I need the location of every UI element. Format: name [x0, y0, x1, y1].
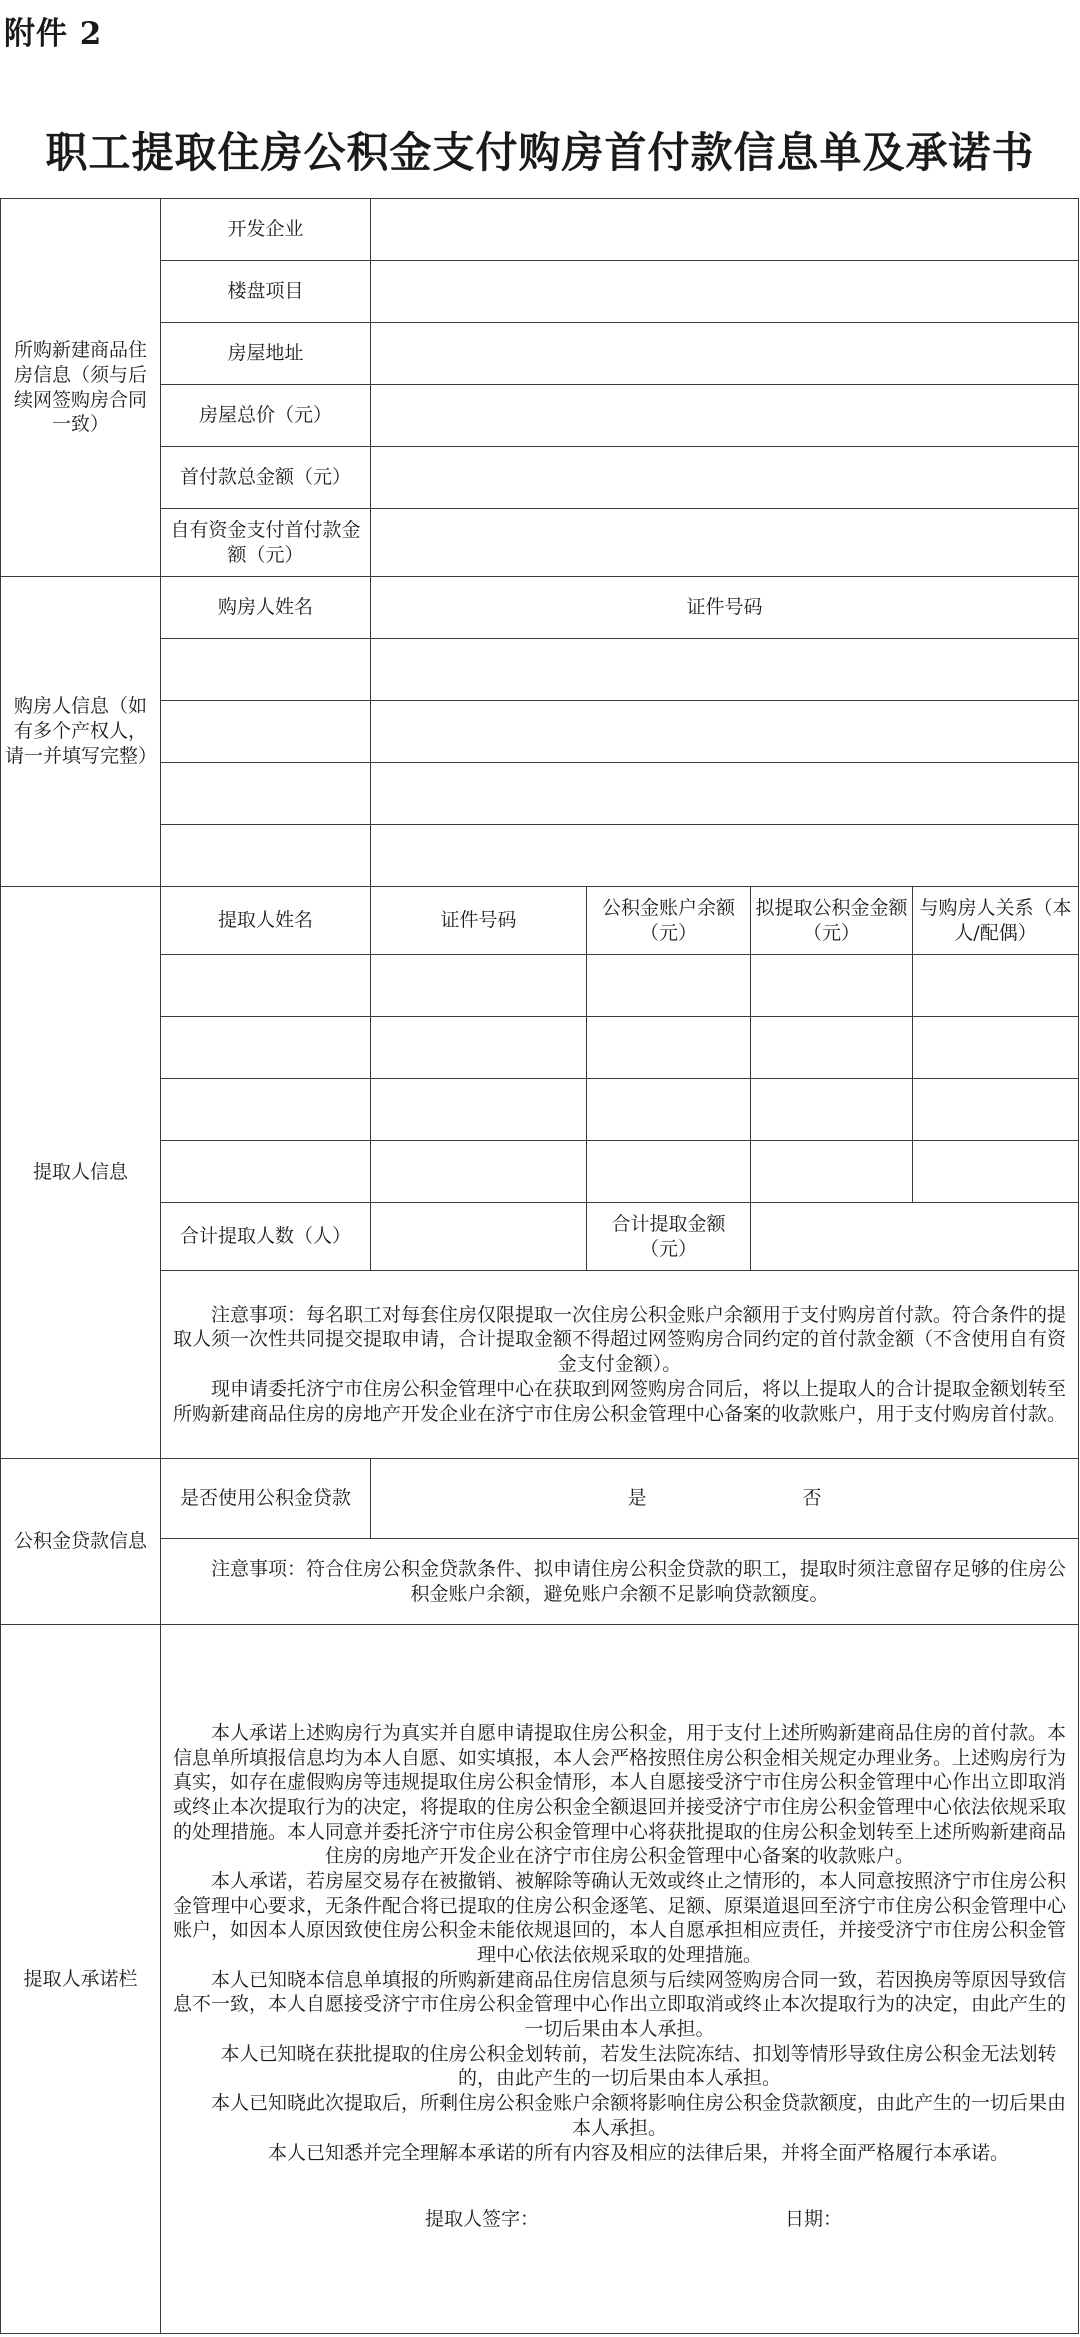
field-value-total-price[interactable] [371, 385, 1079, 447]
field-label-total-price: 房屋总价（元） [161, 385, 371, 447]
extractor-header-row [1, 887, 1079, 955]
pledge-body [161, 1625, 1079, 2334]
extractor-notice-p1: 注意事项：每名职工对每套住房仅限提取一次住房公积金账户余额用于支付购房首付款。符合条件的提取人须一次性共同提交提取申请，合计提取金额不得超过网签购房合同约定的首付款金额（不含使用自有资金支付金额）。 [172, 1303, 1066, 1376]
extractor-id-cell[interactable] [371, 1017, 587, 1079]
extractor-balance-cell[interactable] [587, 1141, 751, 1203]
date-label[interactable]: 日期： [785, 2208, 843, 2231]
total-count-label: 合计提取人数（人） [161, 1203, 371, 1271]
pledge-paragraph: 本人已知悉并完全理解本承诺的所有内容及相应的法律后果，并将全面严格履行本承诺。 [267, 2141, 1009, 2164]
extractor-notice [161, 1271, 1079, 1459]
extractor-col-name: 提取人姓名 [161, 887, 371, 955]
house-row-developer [1, 199, 1079, 261]
extractor-id-cell[interactable] [371, 1141, 587, 1203]
loan-notice [161, 1539, 1079, 1625]
buyer-section-label: 购房人信息（如有多个产权人，请一并填写完整） [1, 577, 161, 887]
extractor-row [1, 955, 1079, 1017]
house-row-own-funds [1, 509, 1079, 577]
house-row-address [1, 323, 1079, 385]
loan-option-no[interactable]: 否 [802, 1487, 822, 1510]
loan-use-options [371, 1459, 1079, 1539]
buyer-col-id: 证件号码 [371, 577, 1079, 639]
field-label-address: 房屋地址 [161, 323, 371, 385]
total-count-value[interactable] [371, 1203, 587, 1271]
pledge-paragraph: 本人已知晓本信息单填报的所购新建商品住房信息须与后续网签购房合同一致，若因换房等原因导致信息不一致，本人自愿接受济宁市住房公积金管理中心作出立即取消或终止本次提取行为的决定，由此产生的一切后果由本人承担。 [172, 1968, 1066, 2041]
extractor-relation-cell[interactable] [913, 1017, 1079, 1079]
buyer-name-cell[interactable] [161, 639, 371, 701]
loan-use-label: 是否使用公积金贷款 [161, 1459, 371, 1539]
extractor-balance-cell[interactable] [587, 1017, 751, 1079]
loan-use-row [1, 1459, 1079, 1539]
signature-label[interactable]: 提取人签字： [425, 2208, 540, 2231]
loan-note-row [1, 1539, 1079, 1625]
attachment-label: 附件 2 [4, 16, 103, 52]
extractor-amount-cell[interactable] [751, 1141, 913, 1203]
buyer-name-cell[interactable] [161, 763, 371, 825]
buyer-name-cell[interactable] [161, 825, 371, 887]
house-row-project [1, 261, 1079, 323]
extractor-name-cell[interactable] [161, 1141, 371, 1203]
signature-line [165, 2207, 1074, 2237]
extractor-note-row [1, 1271, 1079, 1459]
field-label-own-funds: 自有资金支付首付款金额（元） [161, 509, 371, 577]
buyer-col-name: 购房人姓名 [161, 577, 371, 639]
field-value-down-payment[interactable] [371, 447, 1079, 509]
extractor-col-id: 证件号码 [371, 887, 587, 955]
buyer-row [1, 825, 1079, 887]
extractor-col-relation: 与购房人关系（本人/配偶） [913, 887, 1079, 955]
pledge-paragraph: 本人承诺，若房屋交易存在被撤销、被解除等确认无效或终止之情形的，本人同意按照济宁市住房公积金管理中心要求，无条件配合将已提取的住房公积金逐笔、足额、原渠道退回至济宁市住房公积金管理中心账户，如因本人原因致使住房公积金未能依规退回的，本人自愿承担相应责任，并接受济宁市住房公积金管理中心依法依规采取的处理措施。 [172, 1869, 1066, 1966]
total-amount-label: 合计提取金额（元） [587, 1203, 751, 1271]
loan-section-label: 公积金贷款信息 [1, 1459, 161, 1625]
loan-notice-text: 注意事项：符合住房公积金贷款条件、拟申请住房公积金贷款的职工，提取时须注意留存足够的住房公积金账户余额，避免账户余额不足影响贷款额度。 [210, 1557, 1066, 1605]
extractor-id-cell[interactable] [371, 1079, 587, 1141]
loan-option-yes[interactable]: 是 [627, 1487, 647, 1510]
extractor-relation-cell[interactable] [913, 1079, 1079, 1141]
house-section-label: 所购新建商品住房信息（须与后续网签购房合同一致） [1, 199, 161, 577]
buyer-id-cell[interactable] [371, 639, 1079, 701]
extractor-amount-cell[interactable] [751, 955, 913, 1017]
form-title: 职工提取住房公积金支付购房首付款信息单及承诺书 [45, 128, 1035, 177]
extractor-section-label: 提取人信息 [1, 887, 161, 1459]
pledge-section-label: 提取人承诺栏 [1, 1625, 161, 2334]
buyer-row [1, 701, 1079, 763]
field-label-developer: 开发企业 [161, 199, 371, 261]
extractor-row [1, 1079, 1079, 1141]
extractor-row [1, 1017, 1079, 1079]
extractor-col-balance: 公积金账户余额（元） [587, 887, 751, 955]
house-row-down-payment [1, 447, 1079, 509]
buyer-row [1, 639, 1079, 701]
extractor-amount-cell[interactable] [751, 1017, 913, 1079]
field-label-down-payment: 首付款总金额（元） [161, 447, 371, 509]
extractor-relation-cell[interactable] [913, 1141, 1079, 1203]
field-value-own-funds[interactable] [371, 509, 1079, 577]
buyer-header-row [1, 577, 1079, 639]
pledge-paragraph: 本人已知晓此次提取后，所剩住房公积金账户余额将影响住房公积金贷款额度，由此产生的一切后果由本人承担。 [210, 2092, 1066, 2139]
buyer-id-cell[interactable] [371, 763, 1079, 825]
extractor-amount-cell[interactable] [751, 1079, 913, 1141]
extractor-id-cell[interactable] [371, 955, 587, 1017]
buyer-id-cell[interactable] [371, 825, 1079, 887]
extractor-col-amount: 拟提取公积金金额（元） [751, 887, 913, 955]
extractor-balance-cell[interactable] [587, 1079, 751, 1141]
buyer-row [1, 763, 1079, 825]
application-form [0, 198, 1079, 2334]
extractor-total-row [1, 1203, 1079, 1271]
total-amount-value[interactable] [751, 1203, 1079, 1271]
buyer-id-cell[interactable] [371, 701, 1079, 763]
field-value-address[interactable] [371, 323, 1079, 385]
extractor-name-cell[interactable] [161, 1017, 371, 1079]
house-row-total-price [1, 385, 1079, 447]
pledge-paragraph: 本人承诺上述购房行为真实并自愿申请提取住房公积金，用于支付上述所购新建商品住房的首付款。本信息单所填报信息均为本人自愿、如实填报，本人会严格按照住房公积金相关规定办理业务。上述购房行为真实，如存在虚假购房等违规提取住房公积金情形，本人自愿接受济宁市住房公积金管理中心作出立即取消或终止本次提取行为的决定，将提取的住房公积金全额退回并接受济宁市住房公积金管理中心依法依规采取的处理措施。本人同意并委托济宁市住房公积金管理中心将获批提取的住房公积金划转至上述所购新建商品住房的房地产开发企业在济宁市住房公积金管理中心备案的收款账户。 [172, 1721, 1066, 1868]
extractor-name-cell[interactable] [161, 1079, 371, 1141]
extractor-notice-p2: 现申请委托济宁市住房公积金管理中心在获取到网签购房合同后，将以上提取人的合计提取金额划转至所购新建商品住房的房地产开发企业在济宁市住房公积金管理中心备案的收款账户，用于支付购房首付款。 [172, 1377, 1066, 1425]
extractor-balance-cell[interactable] [587, 955, 751, 1017]
pledge-row [1, 1625, 1079, 2334]
extractor-row [1, 1141, 1079, 1203]
extractor-relation-cell[interactable] [913, 955, 1079, 1017]
buyer-name-cell[interactable] [161, 701, 371, 763]
field-value-project[interactable] [371, 261, 1079, 323]
extractor-name-cell[interactable] [161, 955, 371, 1017]
field-value-developer[interactable] [371, 199, 1079, 261]
field-label-project: 楼盘项目 [161, 261, 371, 323]
pledge-paragraph: 本人已知晓在获批提取的住房公积金划转前，若发生法院冻结、扣划等情形导致住房公积金无法划转的，由此产生的一切后果由本人承担。 [220, 2042, 1057, 2090]
